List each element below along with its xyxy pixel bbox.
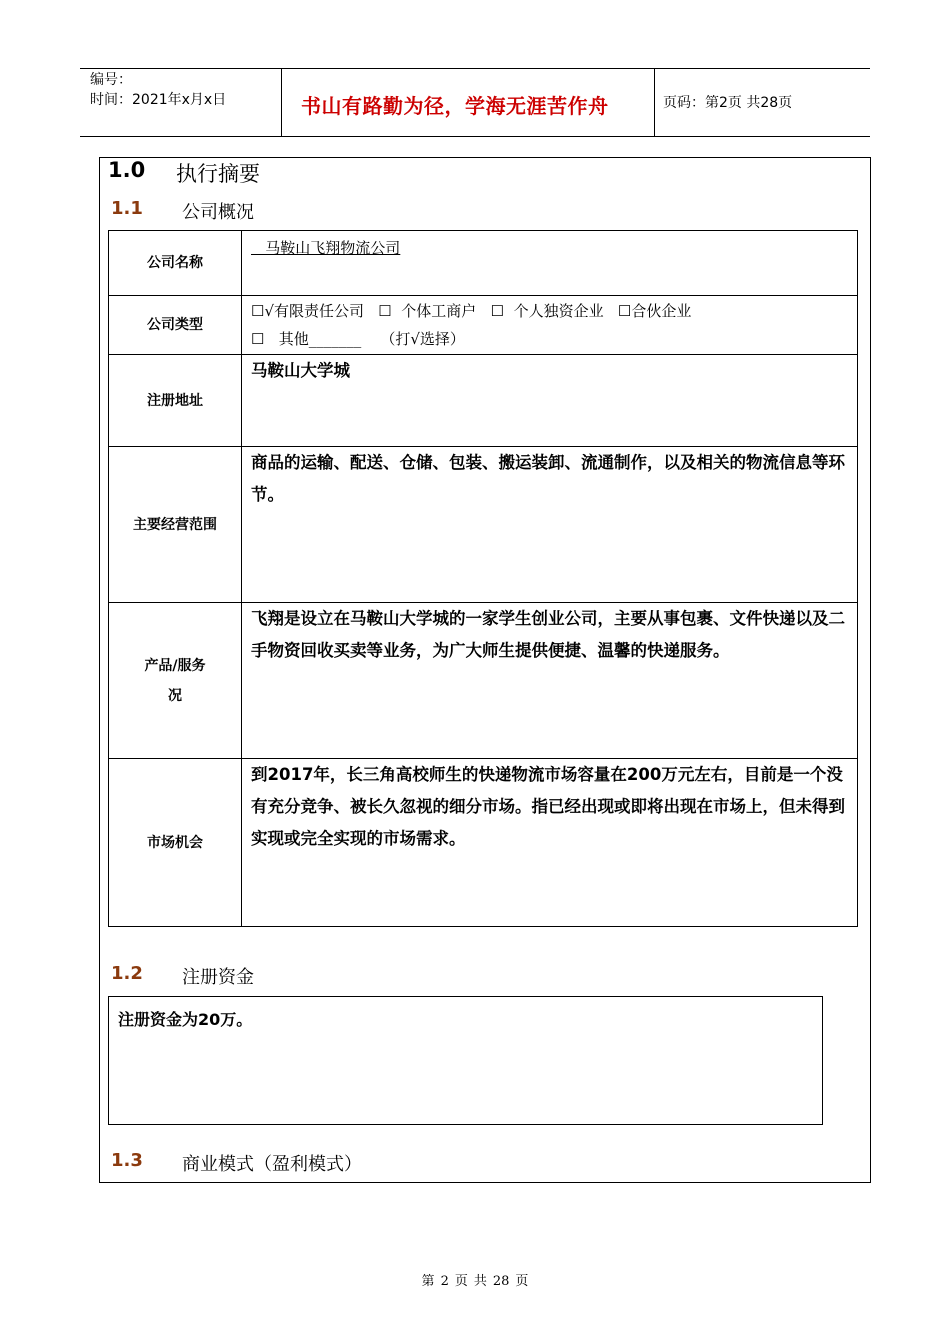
- company-type-other: ☐ 其他_______ （打√选择）: [251, 330, 465, 348]
- footer-prefix: 第: [421, 1274, 435, 1289]
- product-service-label-line2: 况: [168, 687, 182, 704]
- header-page-info: 页码：第2页 共28页: [663, 95, 793, 111]
- header-top-rule: [80, 68, 870, 69]
- company-name-cell: [242, 231, 858, 296]
- section-1-3-number: 1.3: [111, 1150, 143, 1171]
- section-1-3-title: 商业模式（盈利模式）: [182, 1154, 362, 1175]
- market-opportunity-value: 到2017年，长三角高校师生的快递物流市场容量在200万元左右，目前是一个没有充分竞争、被长久忽视的细分市场。指已经出现或即将出现在市场上，但未得到实现或完全实现的市场需求。: [242, 759, 858, 927]
- header-divider-left: [281, 68, 282, 136]
- business-scope-value: 商品的运输、配送、仓储、包装、搬运装卸、流通制作，以及相关的物流信息等环节。: [242, 447, 858, 603]
- header-motto: 书山有路勤为径，学海无涯苦作舟: [301, 94, 609, 118]
- header-time-label: 时间：2021年x月x日: [90, 92, 227, 108]
- address-value: 马鞍山大学城: [242, 355, 858, 447]
- footer-page-unit: 页: [454, 1274, 468, 1289]
- product-service-value: 飞翔是设立在马鞍山大学城的一家学生创业公司，主要从事包裹、文件快递以及二手物资回收买卖等业务，为广大师生提供便捷、温馨的快递服务。: [242, 603, 858, 759]
- section-1-0-number: 1.0: [108, 158, 146, 182]
- header-number-label: 编号：: [90, 72, 132, 88]
- product-service-label: [109, 603, 242, 759]
- section-1-2-number: 1.2: [111, 963, 143, 984]
- table-row: [109, 296, 858, 355]
- table-row: [109, 759, 858, 927]
- company-name-label: 公司名称: [109, 231, 242, 296]
- header-bottom-rule: [80, 136, 870, 137]
- header-divider-right: [654, 68, 655, 136]
- registered-capital-text: 注册资金为20万。: [118, 1010, 253, 1029]
- company-type-cell: [242, 296, 858, 355]
- product-service-label-line1: 产品/服务: [144, 657, 206, 674]
- market-opportunity-label: 市场机会: [109, 759, 242, 927]
- table-row: [109, 231, 858, 296]
- page-footer: [0, 1270, 950, 1289]
- section-1-1-title: 公司概况: [182, 202, 254, 223]
- footer-total-pages: 28: [492, 1274, 510, 1289]
- section-1-0-title: 执行摘要: [176, 162, 260, 186]
- table-row: [109, 603, 858, 759]
- table-row: [109, 355, 858, 447]
- section-1-1-number: 1.1: [111, 198, 143, 219]
- section-1-2-title: 注册资金: [182, 967, 254, 988]
- business-scope-label: 主要经营范围: [109, 447, 242, 603]
- footer-total-prefix: 共: [473, 1274, 487, 1289]
- table-row: [109, 447, 858, 603]
- company-name-value: 马鞍山飞翔物流公司: [251, 239, 401, 257]
- registered-capital-box: [108, 996, 823, 1125]
- address-label: 注册地址: [109, 355, 242, 447]
- company-type-label: 公司类型: [109, 296, 242, 355]
- company-info-table: [108, 230, 858, 927]
- footer-total-unit: 页: [515, 1274, 529, 1289]
- footer-page-number: 2: [440, 1274, 449, 1289]
- company-type-options: ☐√有限责任公司 ☐ 个体工商户 ☐ 个人独资企业 ☐合伙企业: [251, 302, 692, 320]
